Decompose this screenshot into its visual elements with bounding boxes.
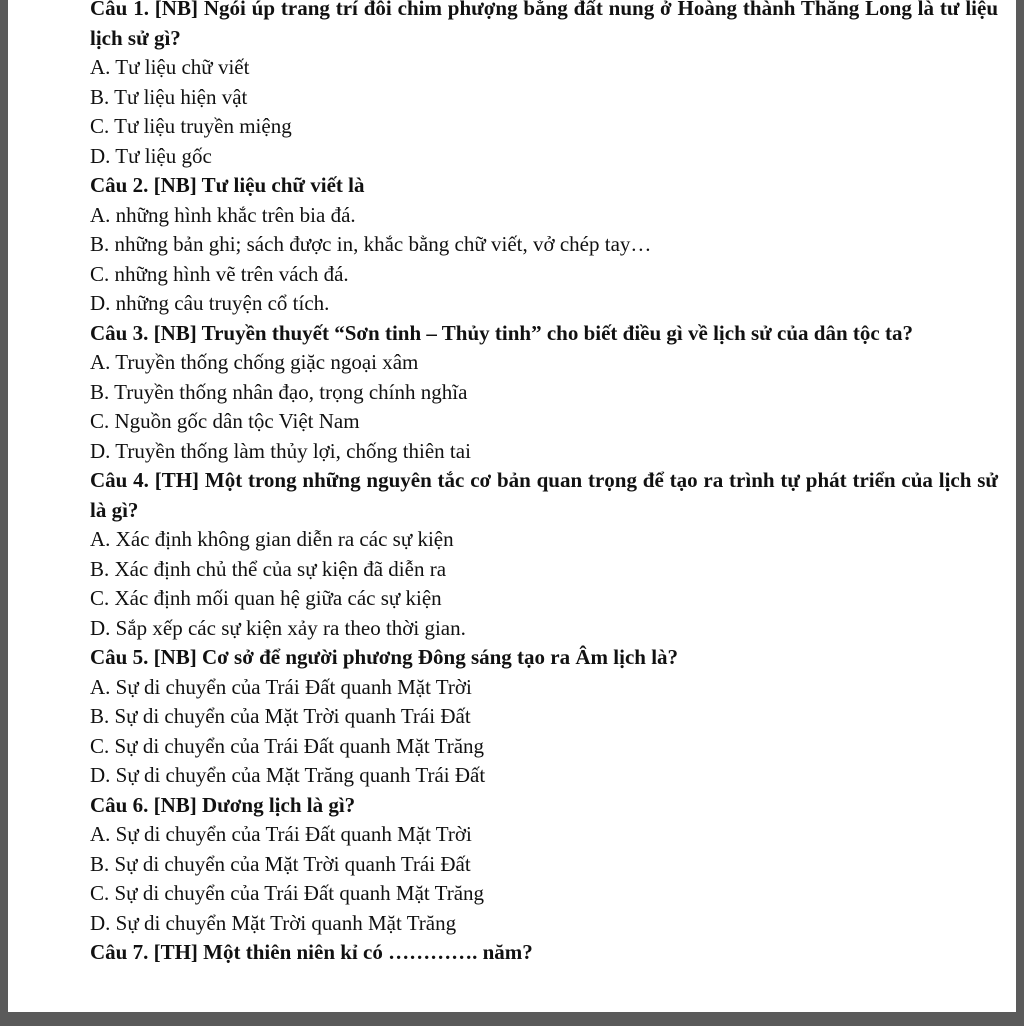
option-c: C. Xác định mối quan hệ giữa các sự kiện: [90, 586, 442, 610]
question-title: Câu 7. [TH] Một thiên niên kỉ có …………. năm?: [90, 940, 533, 964]
option-c: C. những hình vẽ trên vách đá.: [90, 261, 349, 286]
option-d: D. Sự di chuyển của Mặt Trăng quanh Trái Đất: [90, 763, 486, 787]
option-b: B. Tư liệu hiện vật: [90, 84, 248, 109]
option-c: C. Tư liệu truyền miệng: [90, 114, 292, 138]
option-a: A. Truyền thống chống giặc ngoại xâm: [90, 350, 419, 374]
question-4: [90, 466, 998, 643]
option-d: D. Truyền thống làm thủy lợi, chống thiên tai: [90, 438, 471, 463]
question-1: [90, 0, 998, 171]
option-d: D. Sắp xếp các sự kiện xảy ra theo thời gian.: [90, 615, 466, 640]
question-title: Câu 2. [NB] Tư liệu chữ viết là: [90, 173, 365, 197]
option-a: A. Tư liệu chữ viết: [90, 55, 250, 79]
option-a: A. những hình khắc trên bia đá.: [90, 202, 356, 227]
option-b: B. Sự di chuyển của Mặt Trời quanh Trái Đất: [90, 704, 471, 728]
option-b: B. Xác định chủ thể của sự kiện đã diễn ra: [90, 556, 447, 581]
option-c: C. Nguồn gốc dân tộc Việt Nam: [90, 409, 360, 433]
option-c: C. Sự di chuyển của Trái Đất quanh Mặt Trăng: [90, 733, 485, 758]
question-3: [90, 319, 998, 467]
question-title: Câu 4. [TH] Một trong những nguyên tắc cơ bản quan trọng để tạo ra trình tự phát triển của lịch sử là gì?: [90, 468, 998, 522]
question-title: Câu 6. [NB] Dương lịch là gì?: [90, 792, 356, 817]
question-title: Câu 3. [NB] Truyền thuyết “Sơn tinh – Thủy tinh” cho biết điều gì về lịch sử của dân tộc ta?: [90, 320, 913, 345]
option-c: C. Sự di chuyển của Trái Đất quanh Mặt Trăng: [90, 881, 485, 905]
question-title: Câu 5. [NB] Cơ sở để người phương Đông sáng tạo ra Âm lịch là?: [90, 645, 679, 669]
option-a: A. Xác định không gian diễn ra các sự kiện: [90, 527, 454, 551]
question-6: [90, 791, 998, 939]
page-bottom-border: [0, 1012, 1024, 1026]
option-a: A. Sự di chuyển của Trái Đất quanh Mặt Trời: [90, 822, 472, 846]
option-b: B. Sự di chuyển của Mặt Trời quanh Trái Đất: [90, 851, 471, 876]
option-d: D. Tư liệu gốc: [90, 143, 212, 168]
question-title: Câu 1. [NB] Ngói úp trang trí đôi chim phượng bằng đất nung ở Hoàng thành Thăng Long là tư liệu lịch sử gì?: [90, 0, 998, 50]
option-d: D. những câu truyện cổ tích.: [90, 291, 330, 315]
question-7: [90, 938, 998, 968]
option-b: B. Truyền thống nhân đạo, trọng chính nghĩa: [90, 379, 468, 404]
quiz-content: [90, 0, 998, 968]
question-2: [90, 171, 998, 319]
document-page: [8, 0, 1016, 1012]
option-a: A. Sự di chuyển của Trái Đất quanh Mặt Trời: [90, 674, 472, 699]
option-b: B. những bản ghi; sách được in, khắc bằng chữ viết, vở chép tay…: [90, 232, 652, 256]
option-d: D. Sự di chuyển Mặt Trời quanh Mặt Trăng: [90, 910, 457, 935]
question-5: [90, 643, 998, 791]
